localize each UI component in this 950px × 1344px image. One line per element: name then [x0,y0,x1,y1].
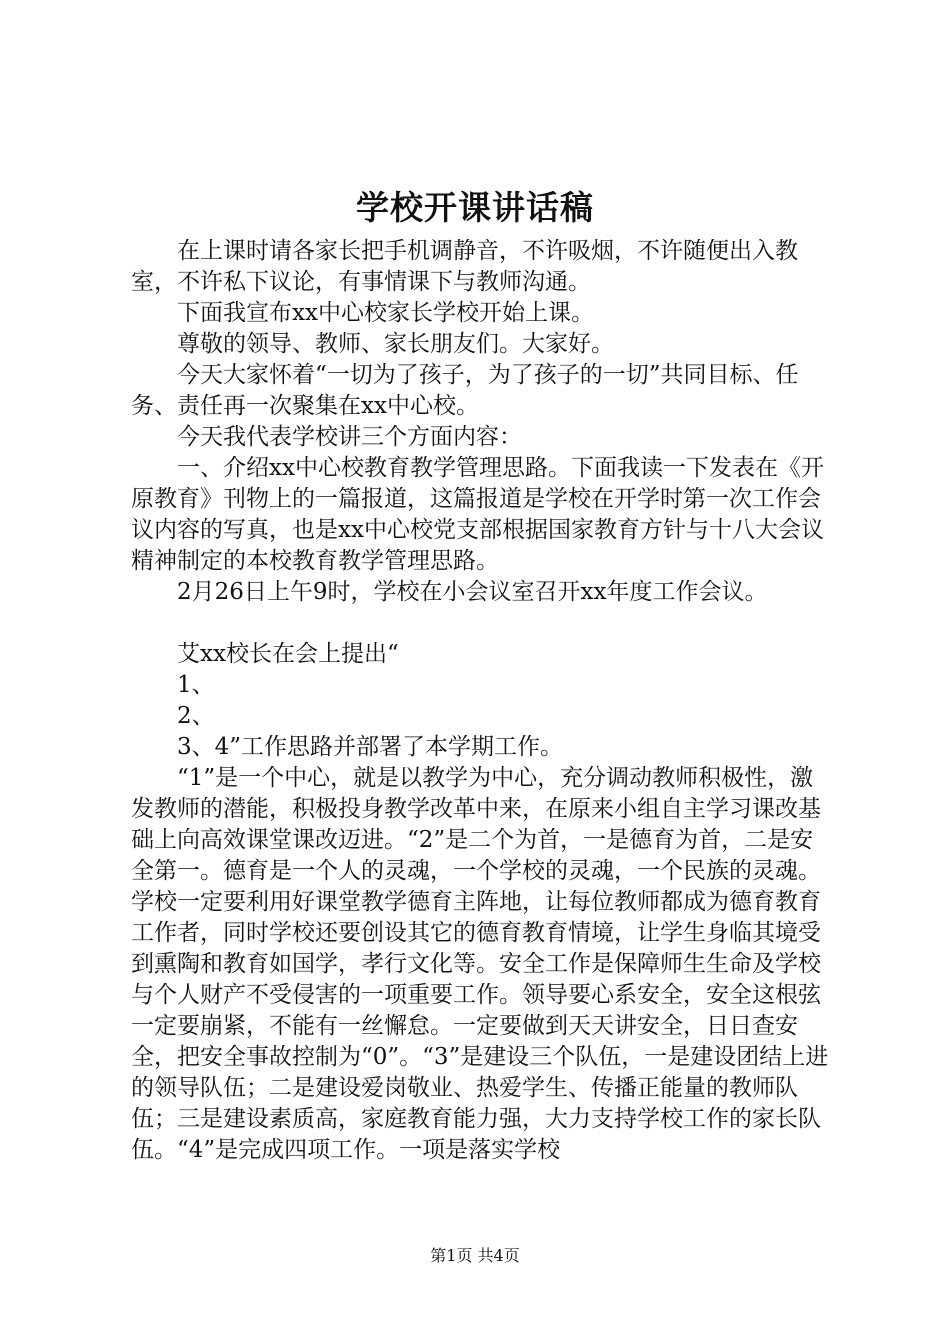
list-item-2: 2、 [177,703,215,729]
page-footer: 第1页 共4页 [430,1246,520,1265]
paragraph-outline: 今天我代表学校讲三个方面内容： [177,424,522,450]
paragraph-section-one: 一、介绍xx中心校教育教学管理思路。下面我读一下发表在《开原教育》刊物上的一篇报道，这篇报道是学校在开学时第一次工作会议内容的写真，也是xx中心校党支部根据国家教育方针与十八大会议精神制定的本校教育教学管理思路。 [131,455,824,574]
list-item-1: 1、 [177,672,215,698]
paragraph-notice: 在上课时请各家长把手机调静音，不许吸烟，不许随便出入教室，不许私下议论，有事情课下与教师沟通。 [131,238,798,295]
document-title: 学校开课讲话稿 [356,188,594,227]
paragraph-details: “1”是一个中心，就是以教学为中心，充分调动教师积极性，激发教师的潜能，积极投身教学改革中来，在原来小组自主学习课改基础上向高效课堂课改迈进。“2”是二个为首，一是德育为首，二是安全第一。德育是一个人的灵魂，一个学校的灵魂，一个民族的灵魂。学校一定要利用好课堂教学德育主阵地，让每位教师都成为德育教育工作者，同时学校还要创设其它的德育教育情境，让学生身临其境受到熏陶和教育如国学，孝行文化等。安全工作是保障师生生命及学校与个人财产不受侵害的一项重要工作。领导要心系安全，安全这根弦一定要崩紧，不能有一丝懈怠。一定要做到天天讲安全，日日查安全，把安全事故控制为“0”。“3”是建设三个队伍，一是建设团结上进的领导队伍；二是建设爱岗敬业、热爱学生、传播正能量的教师队伍；三是建设素质高，家庭教育能力强，大力支持学校工作的家长队伍。“4”是完成四项工作。一项是落实学校 [131,765,829,1163]
paragraph-meeting: 2月26日上午9时，学校在小会议室召开xx年度工作会议。 [177,579,768,605]
paragraph-greeting: 尊敬的领导、教师、家长朋友们。大家好。 [177,331,614,357]
document-body [131,236,831,1166]
paragraph-announcement: 下面我宣布xx中心校家长学校开始上课。 [177,300,594,326]
paragraph-gap [131,608,831,639]
list-item-3: 3、4”工作思路并部署了本学期工作。 [177,734,564,760]
paragraph-principal: 艾xx校长在会上提出“ [177,641,399,667]
paragraph-goal: 今天大家怀着“一切为了孩子，为了孩子的一切”共同目标、任务、责任再一次聚集在xx中心校。 [131,362,799,419]
